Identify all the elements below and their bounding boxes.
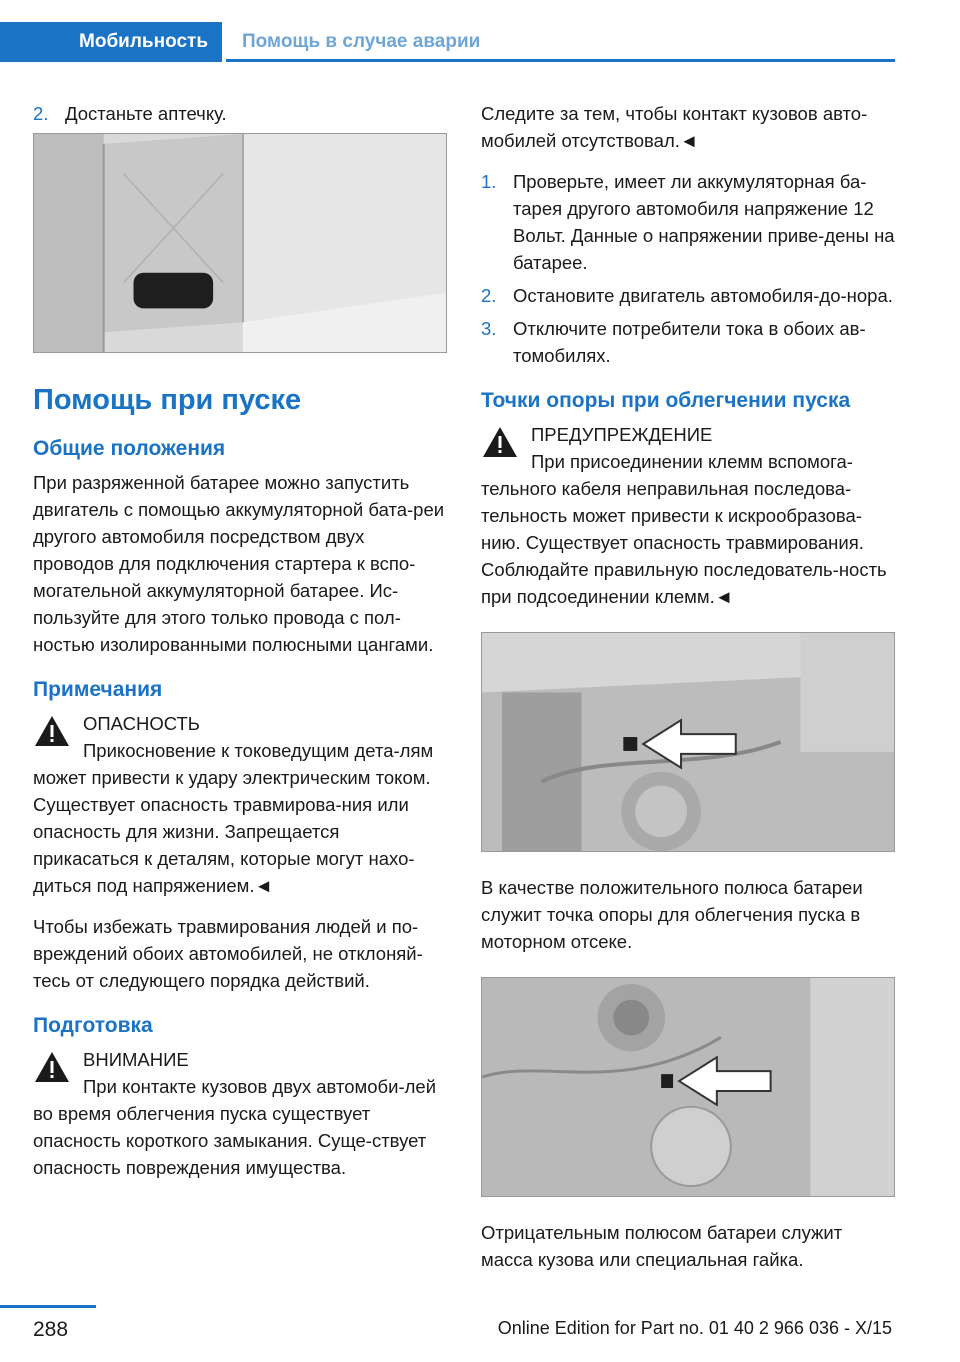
subheading-general: Общие положения [33, 437, 226, 460]
warning-triangle-icon [481, 425, 519, 459]
avoid-paragraph: Чтобы избежать травмирования людей и по-вреждений обоих автомобилей, не отклоняй-тесь от следующего порядка действий. [33, 916, 423, 991]
step-text: Достаньте аптечку. [65, 103, 227, 124]
attention-block [33, 1046, 447, 1181]
step-item [481, 315, 895, 369]
page-number: 288 [33, 1318, 69, 1341]
positive-paragraph: В качестве положительного полюса батареи служит точка опоры для облегчения пуска в моторном отсеке. [481, 877, 863, 952]
right-column [481, 100, 895, 1287]
chapter-tab[interactable]: Мобильность [0, 22, 222, 62]
attention-title: ВНИМАНИЕ [83, 1049, 189, 1070]
subheading-notes: Примечания [33, 678, 163, 701]
engine-positive-photo [481, 632, 895, 852]
engine-negative-photo [481, 977, 895, 1197]
step-text: Остановите двигатель автомобиля-до-нора. [513, 285, 893, 306]
danger-text: Прикосновение к токоведущим дета-лям может привести к удару электрическим током. Существует опасность травмирова-ния или опасность для жизни. Запрещается прикасаться к деталям, которые могут нахо-диться под напряжением.◄ [33, 740, 434, 896]
page-header [0, 22, 895, 62]
danger-block [33, 710, 447, 899]
heading-jump-start: Помощь при пуске [33, 384, 302, 416]
step-item [481, 168, 895, 276]
warning-block [481, 421, 895, 610]
warning-triangle-icon [33, 1050, 71, 1084]
attention-text: При контакте кузовов двух автомоби-лей во время облегчения пуска существует опасность короткого замыкания. Суще-ствует опасность повреждения имущества. [33, 1076, 437, 1178]
warning-text: При присоединении клемм вспомога-тельного кабеля неправильная последова-тельность может привести к искрообразова-нию. Существует опасность травмирования. Соблюдайте правильную последователь-ность при подсоединении клемм.◄ [481, 451, 887, 607]
left-column [33, 100, 447, 1195]
trunk-photo [33, 133, 447, 353]
edition-label: Online Edition for Part no. 01 40 2 966 036 - X/15 [497, 1318, 892, 1338]
section-tab[interactable]: Помощь в случае аварии [242, 31, 481, 52]
step-item [33, 100, 447, 127]
contact-paragraph: Следите за тем, чтобы контакт кузовов авто-мобилей отсутствовал.◄ [481, 103, 868, 151]
warning-title: ПРЕДУПРЕЖДЕНИЕ [531, 424, 713, 445]
step-item [481, 282, 895, 309]
step-text: Проверьте, имеет ли аккумуляторная ба-тарея другого автомобиля напряжение 12 Вольт. Данные о напряжении приве-дены на батарее. [513, 171, 895, 273]
step-number: 3. [481, 318, 497, 339]
general-paragraph: При разряженной батарее можно запустить двигатель с помощью аккумуляторной бата-реи другого автомобиля посредством двух проводов для подключения стартера к вспо-могательной аккумуляторной батарее. Ис-пользуйте для этого только провода с пол-ностью изолированными полюсными цангами. [33, 472, 445, 655]
step-text: Отключите потребители тока в обоих ав-томобилях. [513, 318, 866, 366]
danger-title: ОПАСНОСТЬ [83, 713, 200, 734]
step-number: 2. [481, 285, 497, 306]
step-number: 2. [33, 103, 49, 124]
negative-paragraph: Отрицательным полюсом батареи служит масса кузова или специальная гайка. [481, 1222, 843, 1270]
header-rule [226, 59, 895, 62]
footer-rule [0, 1305, 96, 1308]
subheading-preparation: Подготовка [33, 1014, 153, 1037]
step-number: 1. [481, 171, 497, 192]
warning-triangle-icon [33, 714, 71, 748]
subheading-jump-points: Точки опоры при облегчении пуска [481, 389, 851, 412]
